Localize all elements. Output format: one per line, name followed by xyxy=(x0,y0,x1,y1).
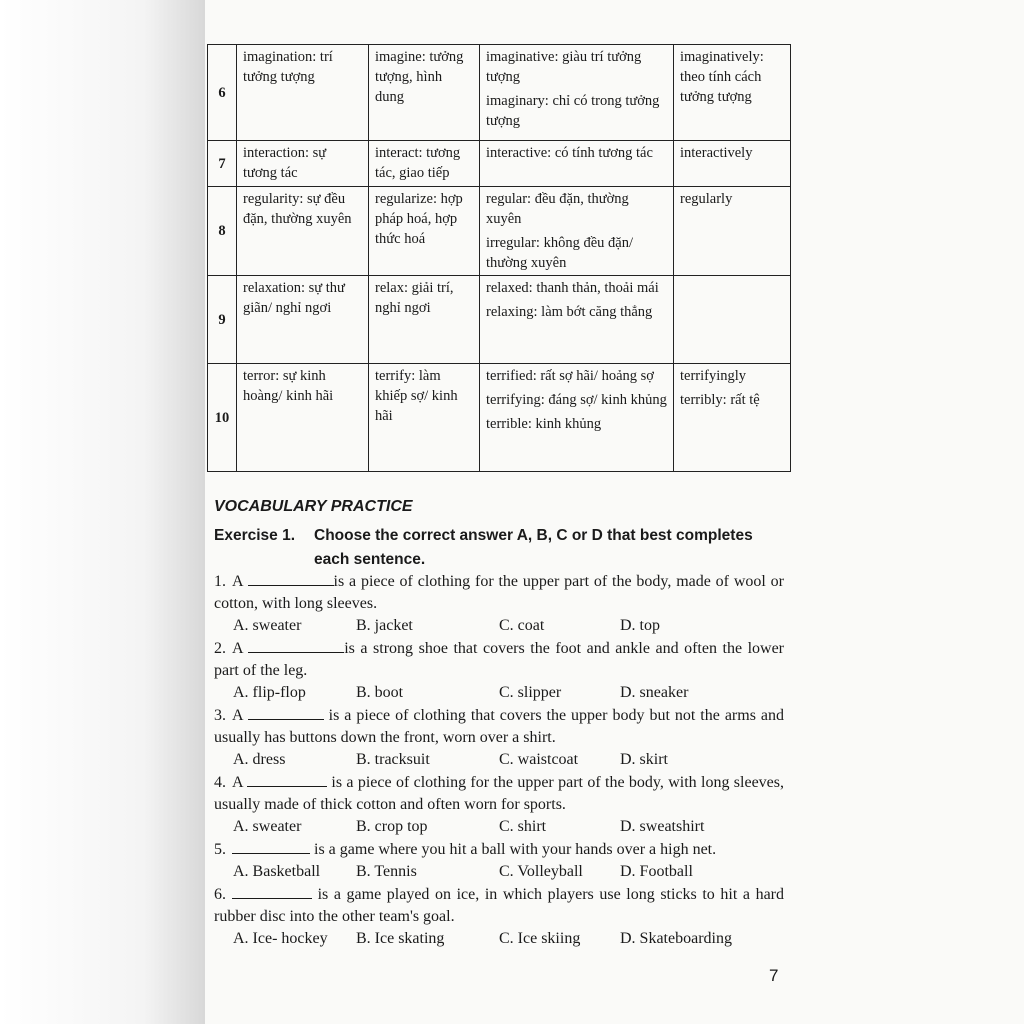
question-number: 1. xyxy=(214,573,226,590)
adverb-cell xyxy=(674,276,791,364)
question-stem xyxy=(214,704,784,749)
question-list xyxy=(214,570,784,950)
question-item xyxy=(214,637,784,704)
answer-option: A. Basketball xyxy=(233,863,321,880)
verb-entry: interact: tương tác, giao tiếp xyxy=(375,145,461,181)
question-stem xyxy=(214,771,784,816)
adverb-entry: terrifyingly xyxy=(680,368,747,384)
question-stem xyxy=(214,637,784,682)
answer-blank xyxy=(248,570,334,586)
question-text-after: is a strong shoe that covers the foot and ankle and often the lower part of the leg. xyxy=(214,640,785,679)
table-row xyxy=(208,45,791,141)
question-number: 3. xyxy=(214,707,226,724)
answer-option: A. dress xyxy=(233,751,286,768)
table-row xyxy=(208,141,791,187)
question-number: 6. xyxy=(214,886,226,903)
book-spine-shadow xyxy=(0,0,205,1024)
noun-entry: imagination: trí tưởng tượng xyxy=(243,49,333,85)
adjective-entry: terrified: rất sợ hãi/ hoảng sợ xyxy=(486,368,654,384)
answer-option: B. tracksuit xyxy=(356,751,430,768)
answer-options xyxy=(214,861,784,883)
adjective-entry: terrible: kinh khủng xyxy=(486,416,602,432)
answer-option: C. coat xyxy=(499,617,545,634)
question-text-before: A xyxy=(232,573,248,590)
noun-entry: relaxation: sự thư giãn/ nghỉ ngơi xyxy=(243,280,345,316)
row-number: 6 xyxy=(208,45,237,141)
exercise-title xyxy=(214,524,794,572)
adjective-entry: terrifying: đáng sợ/ kinh khủng xyxy=(486,392,667,408)
question-text-after: is a piece of clothing that covers the upper body but not the arms and usually has buttons down the front, worn over a shirt. xyxy=(214,707,785,746)
table-row xyxy=(208,276,791,364)
noun-cell xyxy=(237,187,369,276)
verb-entry: relax: giải trí, nghỉ ngơi xyxy=(375,280,454,316)
adjective-entry: interactive: có tính tương tác xyxy=(486,145,653,161)
question-stem xyxy=(214,570,784,615)
exercise-instruction-line2: each sentence. xyxy=(314,551,426,568)
answer-option: C. slipper xyxy=(499,684,562,701)
exercise-instruction-line1: Choose the correct answer A, B, C or D that best completes xyxy=(314,527,753,544)
noun-cell xyxy=(237,141,369,187)
adjective-entry: irregular: không đều đặn/ thường xuyên xyxy=(486,235,633,271)
question-item xyxy=(214,771,784,838)
answer-options xyxy=(214,615,784,637)
answer-options xyxy=(214,928,784,950)
answer-option: B. Ice skating xyxy=(356,930,445,947)
verb-cell xyxy=(369,364,480,472)
verb-cell xyxy=(369,276,480,364)
row-number: 10 xyxy=(208,364,237,472)
answer-option: A. sweater xyxy=(233,818,302,835)
adjective-cell xyxy=(480,187,674,276)
section-heading: VOCABULARY PRACTICE xyxy=(214,498,413,515)
adverb-entry: terribly: rất tệ xyxy=(680,392,760,408)
verb-entry: imagine: tưởng tượng, hình dung xyxy=(375,49,464,105)
answer-option: D. sweatshirt xyxy=(620,818,705,835)
adjective-entry: imaginative: giàu trí tưởng tượng xyxy=(486,49,642,85)
answer-option: B. boot xyxy=(356,684,404,701)
question-number: 2. xyxy=(214,640,226,657)
noun-entry: interaction: sự tương tác xyxy=(243,145,327,181)
answer-options xyxy=(214,816,784,838)
adverb-entry: regularly xyxy=(680,191,733,207)
answer-option: A. Ice- hockey xyxy=(233,930,328,947)
adjective-entry: imaginary: chỉ có trong tưởng tượng xyxy=(486,93,660,129)
answer-option: D. top xyxy=(620,617,660,634)
question-item xyxy=(214,883,784,950)
noun-cell xyxy=(237,364,369,472)
question-number: 5. xyxy=(214,841,226,858)
adjective-entry: relaxed: thanh thản, thoải mái xyxy=(486,280,659,296)
answer-option: D. sneaker xyxy=(620,684,689,701)
answer-option: B. crop top xyxy=(356,818,428,835)
answer-option: A. sweater xyxy=(233,617,302,634)
answer-option: D. Skateboarding xyxy=(620,930,732,947)
question-text-after: is a piece of clothing for the upper part of the body, with long sleeves, usually made of thick cotton and often worn for sports. xyxy=(214,774,785,813)
adjective-cell xyxy=(480,141,674,187)
exercise-label: Exercise 1. xyxy=(214,527,296,544)
answer-option: C. waistcoat xyxy=(499,751,579,768)
answer-option: C. Volleyball xyxy=(499,863,583,880)
page-number: 7 xyxy=(769,966,779,985)
adjective-cell xyxy=(480,276,674,364)
answer-option: C. shirt xyxy=(499,818,547,835)
answer-option: D. skirt xyxy=(620,751,668,768)
adjective-cell xyxy=(480,45,674,141)
adverb-entry: interactively xyxy=(680,145,753,161)
question-text-before: A xyxy=(232,774,248,791)
adjective-entry: relaxing: làm bớt căng thẳng xyxy=(486,304,653,320)
adverb-entry: imaginatively: theo tính cách tưởng tượng xyxy=(680,49,764,105)
table-row xyxy=(208,187,791,276)
question-stem xyxy=(214,883,784,928)
answer-option: B. Tennis xyxy=(356,863,417,880)
question-item xyxy=(214,704,784,771)
verb-entry: terrify: làm khiếp sợ/ kinh hãi xyxy=(375,368,458,424)
answer-blank xyxy=(247,771,327,787)
question-text-after: is a game played on ice, in which players use long sticks to hit a hard rubber disc into the other team's goal. xyxy=(214,886,784,925)
verb-cell xyxy=(369,141,480,187)
question-text-after: is a piece of clothing for the upper part of the body, made of wool or cotton, with long sleeves. xyxy=(214,573,785,612)
row-number: 9 xyxy=(208,276,237,364)
verb-entry: regularize: hợp pháp hoá, hợp thức hoá xyxy=(375,191,463,247)
noun-entry: regularity: sự đều đặn, thường xuyên xyxy=(243,191,352,227)
noun-cell xyxy=(237,45,369,141)
answer-option: B. jacket xyxy=(356,617,413,634)
answer-options xyxy=(214,749,784,771)
adverb-cell xyxy=(674,45,791,141)
question-item xyxy=(214,570,784,637)
question-number: 4. xyxy=(214,774,226,791)
row-number: 8 xyxy=(208,187,237,276)
verb-cell xyxy=(369,187,480,276)
row-number: 7 xyxy=(208,141,237,187)
adjective-entry: regular: đều đặn, thường xuyên xyxy=(486,191,629,227)
question-text-after: is a game where you hit a ball with your hands over a high net. xyxy=(310,841,717,858)
table-row xyxy=(208,364,791,472)
noun-cell xyxy=(237,276,369,364)
answer-options xyxy=(214,682,784,704)
question-item xyxy=(214,838,784,883)
answer-blank xyxy=(232,838,310,854)
noun-entry: terror: sự kinh hoàng/ kinh hãi xyxy=(243,368,334,404)
adverb-cell xyxy=(674,364,791,472)
question-text-before: A xyxy=(232,707,248,724)
answer-blank xyxy=(248,704,324,720)
word-family-table xyxy=(207,44,791,472)
question-text-before: A xyxy=(232,640,249,657)
adjective-cell xyxy=(480,364,674,472)
answer-option: A. flip-flop xyxy=(233,684,306,701)
answer-option: D. Football xyxy=(620,863,693,880)
word-family-table-body xyxy=(208,45,791,472)
verb-cell xyxy=(369,45,480,141)
adverb-cell xyxy=(674,141,791,187)
answer-option: C. Ice skiing xyxy=(499,930,581,947)
answer-blank xyxy=(232,883,312,899)
adverb-cell xyxy=(674,187,791,276)
question-stem xyxy=(214,838,784,861)
answer-blank xyxy=(248,637,344,653)
